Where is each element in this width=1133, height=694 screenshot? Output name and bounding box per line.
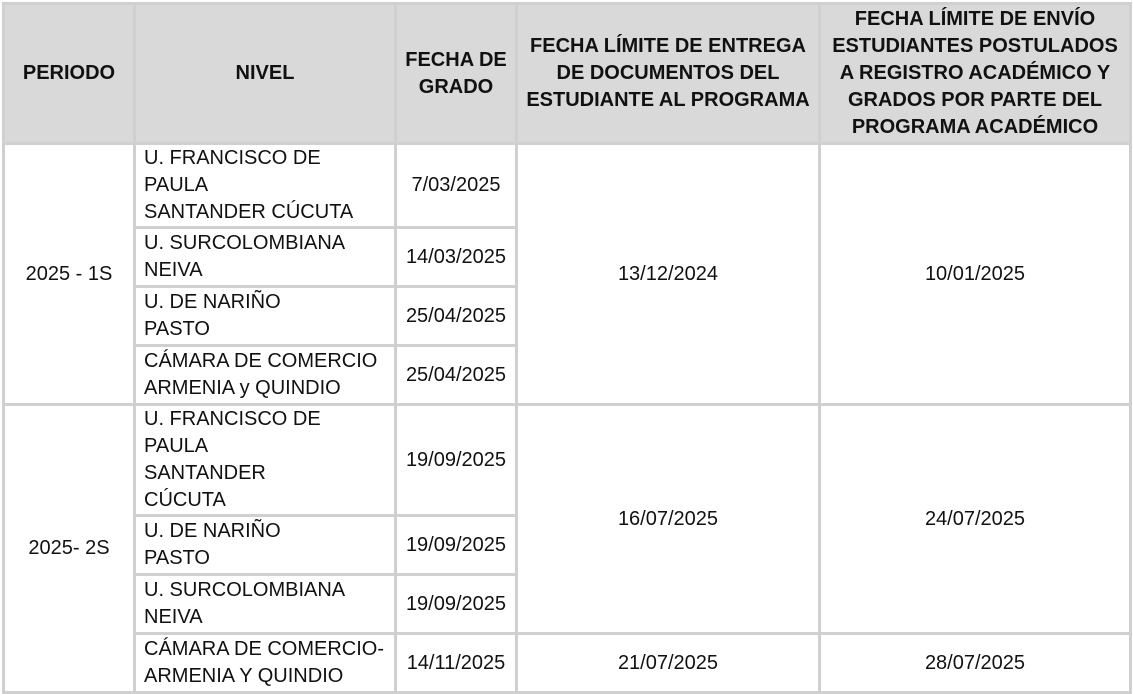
periodo-cell: 2025 - 1S: [4, 144, 135, 405]
fecha-grado-cell: 14/03/2025: [396, 228, 517, 287]
table-row: [4, 634, 1131, 693]
header-nivel: NIVEL: [135, 4, 396, 144]
fecha-grado-cell: 7/03/2025: [396, 144, 517, 228]
nivel-cell: U. DE NARIÑO PASTO: [135, 516, 396, 575]
fecha-grado-cell: 25/04/2025: [396, 287, 517, 346]
nivel-cell: U. DE NARIÑO PASTO: [135, 287, 396, 346]
periodo-cell: 2025- 2S: [4, 405, 135, 693]
fecha-envio-cell: 10/01/2025: [820, 144, 1131, 405]
graduation-schedule-table: [2, 2, 1132, 694]
nivel-cell: U. SURCOLOMBIANA NEIVA: [135, 575, 396, 634]
nivel-cell: CÁMARA DE COMERCIO- ARMENIA Y QUINDIO: [135, 634, 396, 693]
fecha-grado-cell: 19/09/2025: [396, 405, 517, 516]
nivel-cell: CÁMARA DE COMERCIO ARMENIA y QUINDIO: [135, 346, 396, 405]
header-fecha-entrega: FECHA LÍMITE DE ENTREGA DE DOCUMENTOS DEL ESTUDIANTE AL PROGRAMA: [517, 4, 820, 144]
fecha-grado-cell: 19/09/2025: [396, 575, 517, 634]
header-row: [4, 4, 1131, 144]
fecha-envio-cell: 28/07/2025: [820, 634, 1131, 693]
fecha-entrega-cell: 21/07/2025: [517, 634, 820, 693]
nivel-cell: U. FRANCISCO DE PAULA SANTANDER CÚCUTA: [135, 144, 396, 228]
fecha-envio-cell: 24/07/2025: [820, 405, 1131, 634]
table-row: [4, 405, 1131, 516]
fecha-entrega-cell: 13/12/2024: [517, 144, 820, 405]
fecha-entrega-cell: 16/07/2025: [517, 405, 820, 634]
header-fecha-grado: FECHA DE GRADO: [396, 4, 517, 144]
header-periodo: PERIODO: [4, 4, 135, 144]
fecha-grado-cell: 14/11/2025: [396, 634, 517, 693]
fecha-grado-cell: 25/04/2025: [396, 346, 517, 405]
header-fecha-envio: FECHA LÍMITE DE ENVÍO ESTUDIANTES POSTULADOS A REGISTRO ACADÉMICO Y GRADOS POR PARTE DEL PROGRAMA ACADÉMICO: [820, 4, 1131, 144]
table-row: [4, 144, 1131, 228]
fecha-grado-cell: 19/09/2025: [396, 516, 517, 575]
nivel-cell: U. SURCOLOMBIANA NEIVA: [135, 228, 396, 287]
nivel-cell: U. FRANCISCO DE PAULA SANTANDER CÚCUTA: [135, 405, 396, 516]
